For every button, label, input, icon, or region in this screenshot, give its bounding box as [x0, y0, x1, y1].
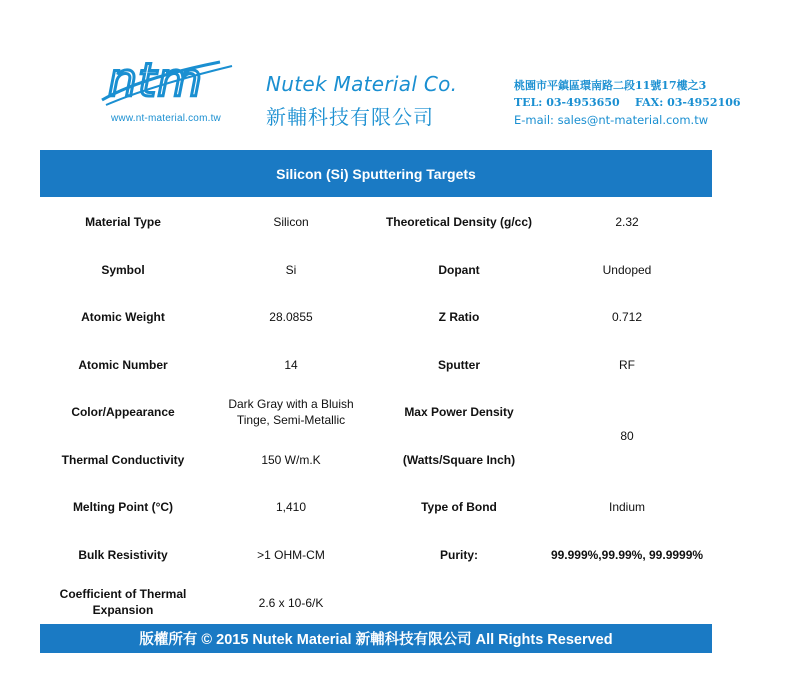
dopant-value: Undoped: [602, 263, 652, 277]
atomic-weight-label: Atomic Weight: [81, 310, 165, 324]
z-ratio-value: 0.712: [611, 310, 643, 324]
logo-wordmark: ntm: [108, 56, 203, 107]
sputter-label: Sputter: [438, 358, 480, 372]
title-bar: [40, 150, 712, 197]
purity-label: Purity:: [439, 548, 478, 562]
dopant-label: Dopant: [438, 263, 480, 277]
company-name-zh: 新輔科技有限公司: [266, 105, 434, 129]
email-text: E-mail: sales@nt-material.com.tw: [514, 113, 709, 127]
ntm-logo-mark: [100, 56, 234, 108]
melting-point-value: 1,410: [275, 500, 307, 514]
atomic-number-value: 14: [284, 358, 298, 372]
copyright-text: 版權所有 © 2015 Nutek Material 新輔科技有限公司 All Rights Reserved: [139, 632, 613, 648]
symbol-label: Symbol: [101, 263, 145, 277]
company-name-en: Nutek Material Co.: [266, 72, 458, 96]
melting-point-label: Melting Point (°C): [72, 500, 174, 514]
bond-type-label: Type of Bond: [421, 500, 497, 514]
bulk-resistivity-value: >1 OHM-CM: [257, 548, 325, 562]
color-value: Dark Gray with a Bluish Tinge, Semi-Metallic: [228, 397, 354, 427]
purity-value: 99.999%,99.99%, 99.9999%: [550, 548, 704, 562]
bulk-resistivity-label: Bulk Resistivity: [78, 548, 168, 562]
max-power-density-value: 80: [620, 429, 634, 443]
density-value: 2.32: [615, 215, 639, 229]
footer-bar: [40, 624, 712, 653]
address-text: 桃園市平鎮區環南路二段11號17樓之3: [514, 79, 707, 92]
page-title: Silicon (Si) Sputtering Targets: [276, 165, 476, 182]
max-power-density-label: Max Power Density: [404, 405, 514, 419]
logo-website: www.nt-material.com.tw: [111, 113, 221, 124]
thermal-conductivity-value: 150 W/m.K: [261, 453, 321, 467]
tel-fax-text: TEL: 03-4953650 FAX: 03-4952106: [514, 96, 741, 109]
sputter-value: RF: [619, 358, 635, 372]
material-type-value: Silicon: [273, 215, 309, 229]
thermal-conductivity-label: Thermal Conductivity: [61, 453, 185, 467]
z-ratio-label: Z Ratio: [438, 310, 480, 324]
density-label: Theoretical Density (g/cc): [385, 215, 533, 229]
color-label: Color/Appearance: [71, 405, 175, 419]
atomic-number-label: Atomic Number: [78, 358, 168, 372]
bond-type-value: Indium: [608, 500, 646, 514]
symbol-value: Si: [285, 263, 297, 277]
max-power-density-unit: (Watts/Square Inch): [402, 453, 516, 467]
thermal-expansion-label: Coefficient of Thermal Expansion: [59, 587, 187, 617]
atomic-weight-value: 28.0855: [269, 310, 313, 324]
contact-block: [514, 77, 741, 129]
material-type-label: Material Type: [85, 215, 161, 229]
company-logo: [96, 56, 236, 128]
thermal-expansion-value: 2.6 x 10-6/K: [258, 596, 324, 610]
